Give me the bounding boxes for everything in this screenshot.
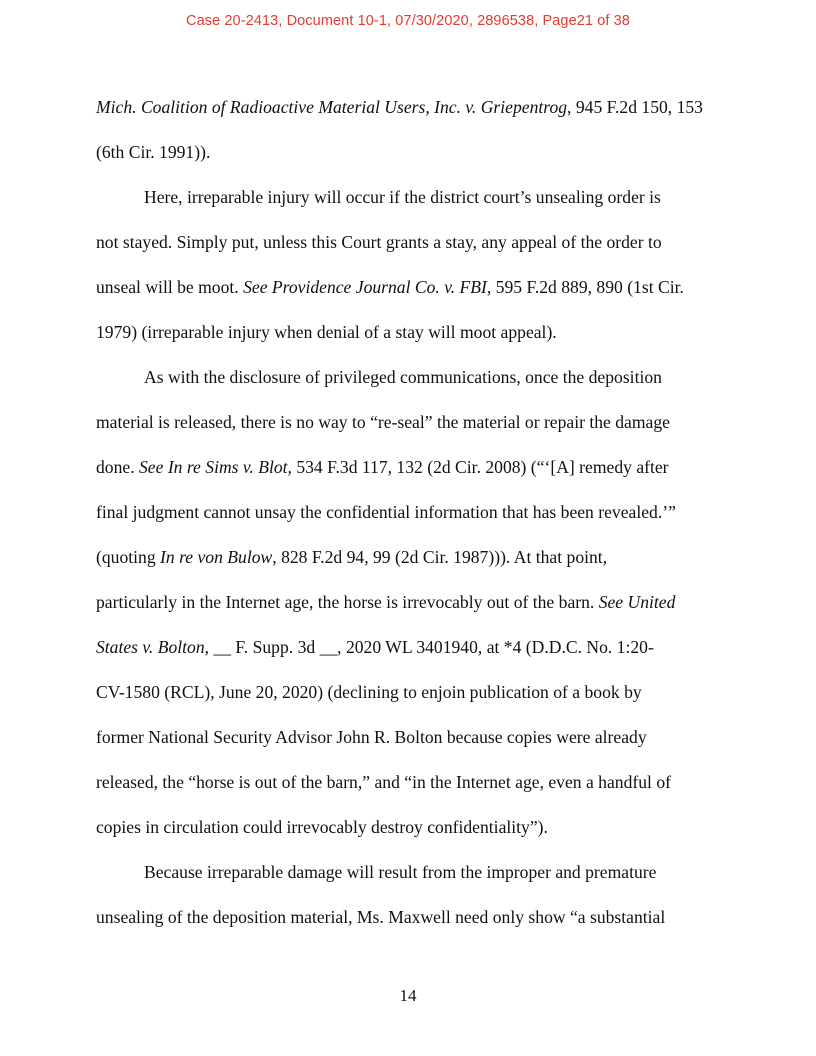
text-run: , 595 F.2d 889, 890 (1st Cir. xyxy=(486,277,684,297)
text-line xyxy=(96,722,736,767)
case-header-stamp: Case 20-2413, Document 10-1, 07/30/2020, 2896538, Page21 of 38 xyxy=(186,13,630,29)
page-number: 14 xyxy=(399,986,417,1005)
text-line xyxy=(96,137,736,182)
text-line xyxy=(96,767,736,812)
text-run: CV-1580 (RCL), June 20, 2020) (declining to enjoin publication of a book by xyxy=(96,682,642,702)
text-run: unsealing of the deposition material, Ms. Maxwell need only show “a substantial xyxy=(96,907,666,927)
text-line xyxy=(96,677,736,722)
text-run: material is released, there is no way to “re-seal” the material or repair the damage xyxy=(96,412,670,432)
paragraph-start-line xyxy=(96,182,736,227)
text-run: (quoting xyxy=(96,547,161,567)
text-run: particularly in the Internet age, the horse is irrevocably out of the barn. xyxy=(96,592,599,612)
text-run: , 828 F.2d 94, 99 (2d Cir. 1987))). At that point, xyxy=(272,547,608,567)
text-line xyxy=(96,272,736,317)
text-run: , __ F. Supp. 3d __, 2020 WL 3401940, at *4 (D.D.C. No. 1:20- xyxy=(204,637,654,657)
paragraph-start-line xyxy=(96,857,736,902)
text-line xyxy=(96,902,736,947)
citation-italic: States v. Bolton xyxy=(96,637,205,657)
text-run: Because irreparable damage will result from the improper and premature xyxy=(144,862,657,882)
text-line xyxy=(96,92,736,137)
text-run: (6th Cir. 1991)). xyxy=(96,142,211,162)
text-run: unseal will be moot. xyxy=(96,277,244,297)
text-line xyxy=(96,497,736,542)
citation-italic: See In re Sims v. Blot xyxy=(139,457,288,477)
text-run: copies in circulation could irrevocably destroy confidentiality”). xyxy=(96,817,548,837)
document-body xyxy=(96,92,736,947)
text-line xyxy=(96,632,736,677)
text-run: , 945 F.2d 150, 153 xyxy=(567,97,703,117)
text-line xyxy=(96,542,736,587)
text-line xyxy=(96,812,736,857)
text-line xyxy=(96,587,736,632)
text-run: released, the “horse is out of the barn,” and “in the Internet age, even a handful of xyxy=(96,772,671,792)
citation-italic: In re von Bulow xyxy=(160,547,273,567)
text-run: former National Security Advisor John R. Bolton because copies were already xyxy=(96,727,647,747)
paragraph-start-line xyxy=(96,362,736,407)
citation-italic: Mich. Coalition of Radioactive Material Users, Inc. v. Griepentrog xyxy=(96,97,568,117)
text-run: As with the disclosure of privileged communications, once the deposition xyxy=(144,367,662,387)
text-line xyxy=(96,227,736,272)
text-run: not stayed. Simply put, unless this Court grants a stay, any appeal of the order to xyxy=(96,232,662,252)
text-run: final judgment cannot unsay the confidential information that has been revealed.’” xyxy=(96,502,676,522)
text-run: , 534 F.3d 117, 132 (2d Cir. 2008) (“‘[A] remedy after xyxy=(287,457,669,477)
text-run: done. xyxy=(96,457,139,477)
text-line xyxy=(96,407,736,452)
text-run: Here, irreparable injury will occur if the district court’s unsealing order is xyxy=(144,187,661,207)
citation-italic: See Providence Journal Co. v. FBI xyxy=(243,277,487,297)
text-run: 1979) (irreparable injury when denial of a stay will moot appeal). xyxy=(96,322,557,342)
text-line xyxy=(96,317,736,362)
citation-italic: See United xyxy=(598,592,676,612)
text-line xyxy=(96,452,736,497)
